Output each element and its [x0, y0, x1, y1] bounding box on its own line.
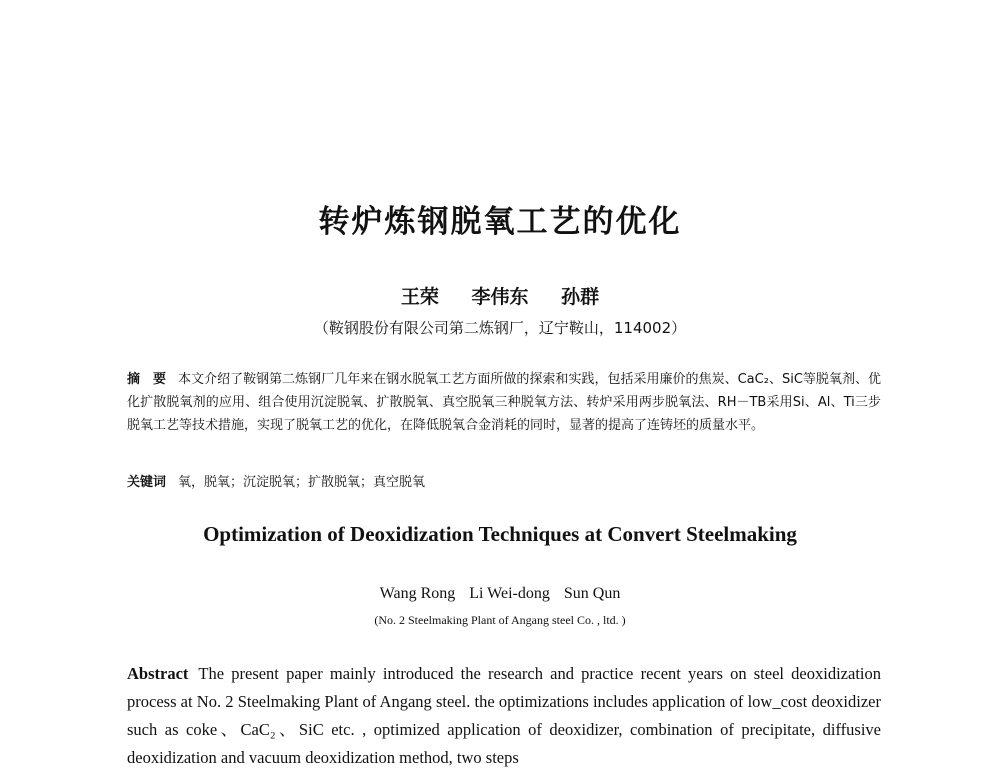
chinese-keywords-text: 氧，脱氧；沉淀脱氧；扩散脱氧；真空脱氧 [178, 475, 426, 490]
chinese-abstract [127, 368, 881, 437]
chinese-author: 李伟东 [471, 286, 529, 308]
english-author: Sun Qun [563, 585, 621, 602]
english-author: Li Wei-dong [469, 585, 550, 602]
english-abstract-text: The present paper mainly introduced the research and practice recent years on steel deoxidization process at No. 2 Steelmaking Plant of Angang steel. the optimizations includes application of low_cost deoxidizer such as coke、CaC₂、SiC etc. , optimized application of deoxidizer, combination of precipitate, diffusive deoxidization and vacuum deoxidization method, two steps [127, 664, 881, 767]
chinese-abstract-label: 摘 要 [127, 372, 167, 387]
chinese-title: 转炉炼钢脱氧工艺的优化 [318, 204, 682, 240]
english-abstract [127, 660, 881, 772]
english-author: Wang Rong [379, 585, 456, 602]
chinese-abstract-text: 本文介绍了鞍钢第二炼钢厂几年来在钢水脱氧工艺方面所做的探索和实践，包括采用廉价的焦炭、CaC₂、SiC等脱氧剂、优化扩散脱氧剂的应用、组合使用沉淀脱氧、扩散脱氧、真空脱氧三种脱氧方法、转炉采用两步脱氧法、RH－TB采用Si、Al、Ti三步脱氧工艺等技术措施，实现了脱氧工艺的优化，在降低脱氧合金消耗的同时，显著的提高了连铸坯的质量水平。 [127, 372, 881, 433]
chinese-author: 孙群 [561, 286, 600, 308]
english-authors [0, 585, 1000, 603]
english-title: Optimization of Deoxidization Techniques at Convert Steelmaking [203, 522, 797, 546]
chinese-keywords-label: 关键词 [127, 475, 167, 490]
chinese-author: 王荣 [400, 286, 439, 308]
chinese-affiliation: （鞍钢股份有限公司第二炼钢厂，辽宁鞍山，114002） [313, 319, 687, 337]
chinese-keywords [127, 471, 425, 490]
english-affiliation: (No. 2 Steelmaking Plant of Angang steel Co. , ltd. ) [374, 613, 626, 627]
english-abstract-label: Abstract [127, 664, 189, 683]
chinese-authors [0, 282, 1000, 309]
